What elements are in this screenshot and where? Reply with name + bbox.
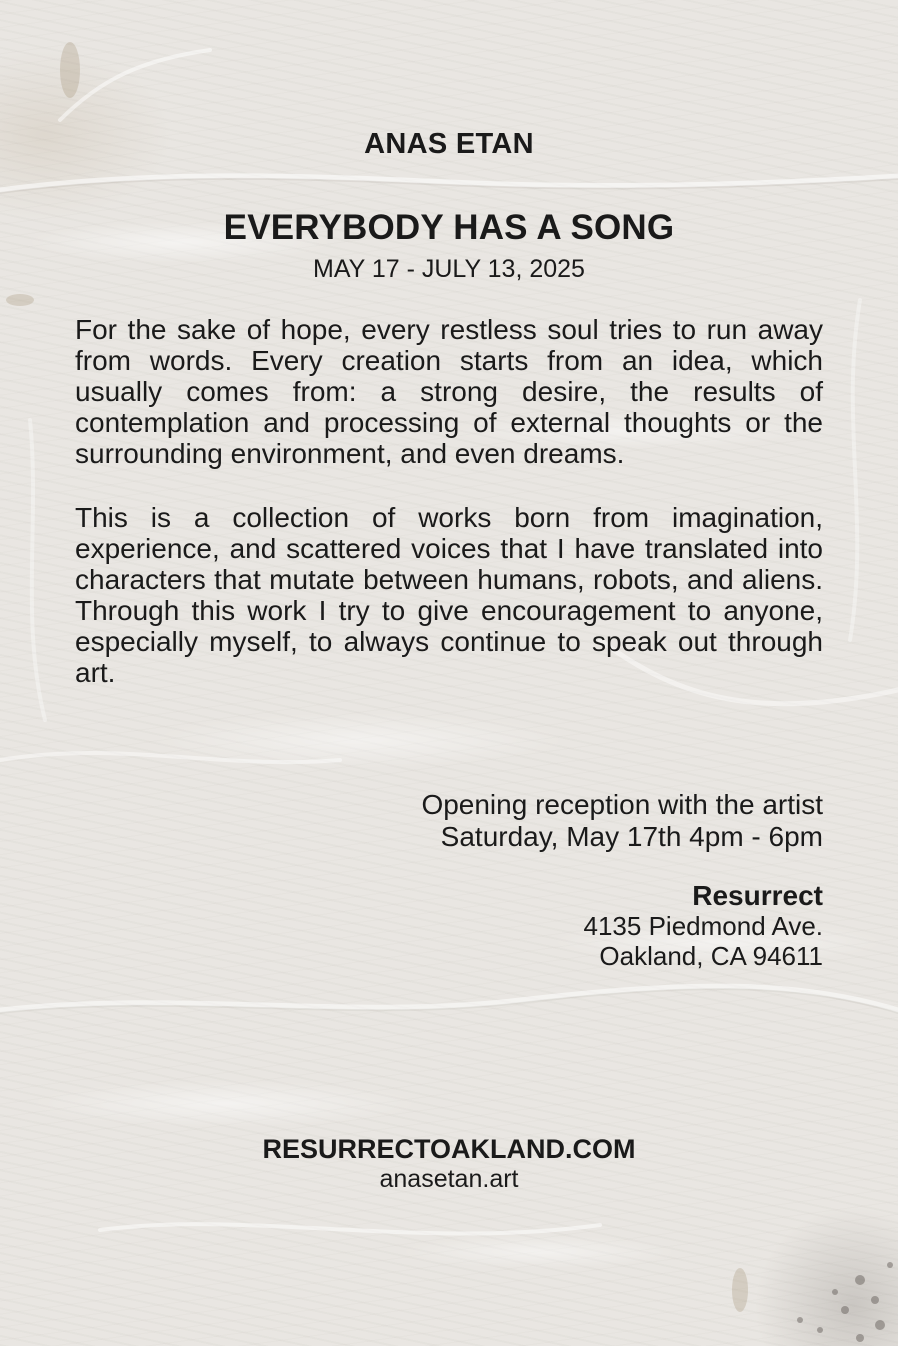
opening-reception (421, 789, 823, 853)
statement-paragraph-2: This is a collection of works born from imagination, experience, and scattered voices that I have translated into characters that mutate between humans, robots, and aliens. Through this work I try to give encouragement to anyone, especially myself, to always continue to speak out through art. (75, 502, 823, 688)
venue-address-line-2: Oakland, CA 94611 (599, 941, 823, 971)
venue-block (584, 881, 823, 971)
statement-paragraph-1: For the sake of hope, every restless soul tries to run away from words. Every creation starts from an idea, which usually comes from: a strong desire, the results of contemplation and processing of external thoughts or the surrounding environment, and even dreams. (75, 314, 823, 469)
exhibition-dates: MAY 17 - JULY 13, 2025 (313, 255, 585, 283)
footer-links (0, 1133, 898, 1193)
reception-line-2: Saturday, May 17th 4pm - 6pm (440, 821, 823, 852)
reception-line-1: Opening reception with the artist (421, 789, 823, 820)
gallery-website: RESURRECTOAKLAND.COM (262, 1134, 636, 1164)
venue-address-line-1: 4135 Piedmond Ave. (583, 911, 823, 941)
artist-website: anasetan.art (379, 1165, 519, 1193)
artist-name: ANAS ETAN (364, 128, 534, 160)
exhibition-title: EVERYBODY HAS A SONG (223, 208, 675, 247)
venue-name: Resurrect (692, 880, 823, 911)
